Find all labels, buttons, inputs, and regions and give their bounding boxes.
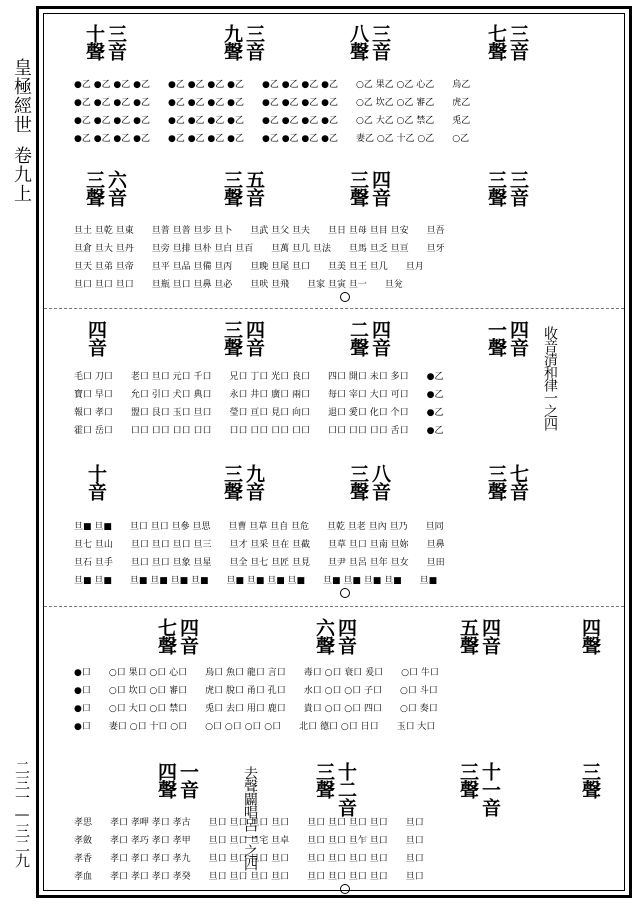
heading-yin: 三音: [105, 24, 127, 60]
column-heading: [348, 464, 390, 500]
volume-label: 卷九上: [11, 146, 32, 203]
heading-sheng: 三聲: [313, 762, 335, 798]
column-heading: [348, 320, 390, 356]
column-heading: [156, 618, 198, 654]
block1-grid-2: [74, 222, 445, 294]
heading-yin: 十二音: [335, 762, 357, 816]
grid-row: 旦石 旦手 旦口 旦口 旦象 旦星 旦全 旦七 旦匠 旦見 旦尹 旦呂 旦年 旦女 旦田: [74, 558, 445, 568]
grid-row: ●口 ○口 果口 ○口 心口 烏口 魚口 龍口 言口 毒口 ○口 衰口 爰口 ○口 牛口: [74, 668, 439, 678]
grid-row: ●口 妻口 ○口 十口 ○口 ○口 ○口 ○口 ○口 北口 德口 ○口 日口 玉口 大口: [74, 722, 436, 732]
heading-sheng: 三聲: [579, 762, 601, 798]
heading-yin: 四音: [243, 320, 265, 356]
heading-sheng: 三聲: [347, 464, 369, 500]
column-heading: [84, 24, 126, 60]
heading-sheng: 三聲: [485, 170, 507, 206]
column-heading: [580, 618, 602, 654]
section-divider: [44, 308, 624, 309]
grid-row: 旦■ 旦■ 旦口 旦口 旦參 旦思 旦曹 旦草 旦自 旦危 旦乾 旦老 旦內 旦乃 旦同: [74, 522, 444, 532]
grid-row: ●口 ○口 坎口 ○口 審口 虎口 脫口 甬口 孔口 水口 ○口 ○口 子口 ○口 斗口: [74, 686, 438, 696]
grid-row: 旦七 旦山 旦口 旦口 旦口 旦三 旦才 旦采 旦在 旦截 旦草 旦口 旦南 旦妳 旦鼻: [74, 540, 445, 550]
heading-yin: 六音: [105, 170, 127, 206]
column-heading: [314, 762, 356, 816]
heading-sheng: 七聲: [485, 24, 507, 60]
heading-sheng: 九聲: [221, 24, 243, 60]
heading-yin: 三音: [369, 24, 391, 60]
grid-row: ●乙 ●乙 ●乙 ●乙 ●乙 ●乙 ●乙 ●乙 ●乙 ●乙 ●乙 ●乙 ○乙 坎乙 ○乙 審乙 虎乙: [74, 98, 471, 108]
grid-row: 孝斂 孝口 孝巧 孝口 孝甲 旦口 旦口 旦宅 旦卓 旦口 旦口 旦乍 旦口 旦口: [74, 836, 424, 846]
column-heading: [222, 24, 264, 60]
heading-yin: 七音: [507, 464, 529, 500]
block1-grid: [74, 76, 470, 148]
block3-grid-2: [74, 814, 424, 886]
circle-mark: [340, 884, 350, 894]
column-heading: [222, 464, 264, 500]
column-heading: [84, 320, 106, 356]
heading-sheng: 三聲: [221, 170, 243, 206]
block2-title: 收音清和律一之四: [542, 326, 558, 430]
grid-row: 旦天 旦弟 旦帝 旦平 旦品 旦備 旦丙 旦晚 旦尾 旦口 旦美 旦王 旦几 旦月: [74, 262, 424, 272]
column-heading: [580, 762, 602, 798]
column-heading: [84, 170, 126, 206]
heading-yin: 四音: [369, 320, 391, 356]
page-frame: [36, 6, 632, 898]
grid-row: 孝香 孝口 孝口 孝口 孝九 旦口 旦口 旦口 旦口 旦口 旦口 旦口 旦口 旦口: [74, 854, 424, 864]
block3-grid: [74, 664, 439, 736]
grid-row: ●乙 ●乙 ●乙 ●乙 ●乙 ●乙 ●乙 ●乙 ●乙 ●乙 ●乙 ●乙 ○乙 果乙 ○乙 心乙 烏乙: [74, 80, 471, 90]
column-heading: [458, 762, 500, 816]
heading-sheng: 四聲: [155, 762, 177, 798]
column-heading: [156, 762, 198, 798]
grid-row: ●乙 ●乙 ●乙 ●乙 ●乙 ●乙 ●乙 ●乙 ●乙 ●乙 ●乙 ●乙 妻乙 ○乙 十乙 ○乙 ○乙: [74, 134, 470, 144]
page-inner-border: [43, 13, 625, 891]
heading-sheng: 五聲: [457, 618, 479, 654]
grid-row: 毛口 刀口 老口 旦口 元口 千口 兄口 丁口 光口 良口 四口 開口 未口 多口 ●乙: [74, 372, 444, 382]
heading-yin: 三音: [243, 24, 265, 60]
section-divider: [44, 606, 624, 607]
heading-sheng: 三聲: [457, 762, 479, 798]
grid-row: 孝血 孝口 孝口 孝口 孝癸 旦口 旦口 旦口 旦口 旦口 旦口 旦口 旦口 旦口: [74, 872, 424, 882]
heading-yin: 一音: [177, 762, 199, 798]
heading-sheng: 八聲: [347, 24, 369, 60]
heading-yin: 四音: [85, 320, 107, 356]
grid-row: 旦土 旦乾 旦東 旦普 旦普 旦步 旦卜 旦武 旦父 旦夫 旦日 旦母 旦目 旦安 旦吾: [74, 226, 445, 236]
heading-yin: 十一音: [479, 762, 501, 816]
grid-row: 孝思 孝口 孝呷 孝口 孝古 旦口 旦口 旦口 旦口 旦口 旦口 旦口 旦口 旦口: [74, 818, 424, 828]
heading-yin: 四音: [335, 618, 357, 654]
column-heading: [222, 320, 264, 356]
heading-yin: 五音: [243, 170, 265, 206]
grid-row: 旦倉 旦大 旦丹 旦旁 旦排 旦朴 旦白 旦百 旦萬 旦几 旦法 旦馬 旦乏 旦亘 旦牙: [74, 244, 445, 254]
grid-row: 旦■ 旦■ 旦■ 旦■ 旦■ 旦■ 旦■ 旦■ 旦■ 旦■ 旦■ 旦■ 旦■ 旦■ 旦■: [74, 576, 438, 586]
heading-sheng: 六聲: [313, 618, 335, 654]
grid-row: 旦口 旦口 旦口 旦瓶 旦口 旦鼻 旦必 旦吠 旦飛 旦家 旦寅 旦一 旦兊: [74, 280, 403, 290]
column-heading: [222, 170, 264, 206]
heading-sheng: 三聲: [347, 170, 369, 206]
grid-row: 寶口 早口 允口 引口 犬口 典口 永口 井口 廣口 兩口 每口 宰口 大口 可口 ●乙: [74, 390, 444, 400]
column-heading: [486, 464, 528, 500]
column-heading: [458, 618, 500, 654]
heading-yin: 四音: [507, 320, 529, 356]
column-heading: [486, 170, 528, 206]
heading-yin: 四音: [479, 618, 501, 654]
heading-sheng: 三聲: [83, 170, 105, 206]
heading-sheng: 四聲: [579, 618, 601, 654]
grid-row: ●口 ○口 大口 ○口 禁口 兎口 去口 用口 鹿口 貴口 ○口 ○口 四口 ○口 奏口: [74, 704, 438, 714]
heading-sheng: 三聲: [485, 464, 507, 500]
circle-mark: [340, 588, 350, 598]
heading-yin: 三音: [507, 170, 529, 206]
column-heading: [348, 24, 390, 60]
heading-sheng: 三聲: [221, 320, 243, 356]
heading-yin: 四音: [177, 618, 199, 654]
book-title: 皇極經世: [11, 58, 32, 134]
column-heading: [486, 320, 528, 356]
circle-mark: [340, 292, 350, 302]
heading-sheng: 二聲: [347, 320, 369, 356]
heading-sheng: 七聲: [155, 618, 177, 654]
heading-sheng: 三聲: [221, 464, 243, 500]
column-heading: [314, 618, 356, 654]
heading-yin: 三音: [507, 24, 529, 60]
heading-sheng: 十聲: [83, 24, 105, 60]
grid-row: 報口 孝口 盟口 艮口 玉口 旦口 瑩口 亘口 見口 向口 退口 愛口 化口 个口 ●乙: [74, 408, 444, 418]
heading-yin: 九音: [243, 464, 265, 500]
heading-yin: 八音: [369, 464, 391, 500]
grid-row: ●乙 ●乙 ●乙 ●乙 ●乙 ●乙 ●乙 ●乙 ●乙 ●乙 ●乙 ●乙 ○乙 大乙 ○乙 禁乙 兎乙: [74, 116, 471, 126]
column-heading: [348, 170, 390, 206]
heading-yin: 十音: [85, 464, 107, 500]
column-heading: [84, 464, 106, 500]
block3-side-title: 去聲闢唱呂一之四: [242, 766, 258, 870]
column-heading: [486, 24, 528, 60]
block2-grid-2: [74, 518, 445, 590]
grid-row: 霍口 岳口 口口 口口 口口 口口 口口 口口 口口 口口 口口 口口 口口 舌口 ●乙: [74, 426, 444, 436]
block2-grid: [74, 368, 443, 440]
heading-sheng: 一聲: [485, 320, 507, 356]
page-number: 二三一—三二九: [13, 760, 31, 868]
heading-yin: 四音: [369, 170, 391, 206]
